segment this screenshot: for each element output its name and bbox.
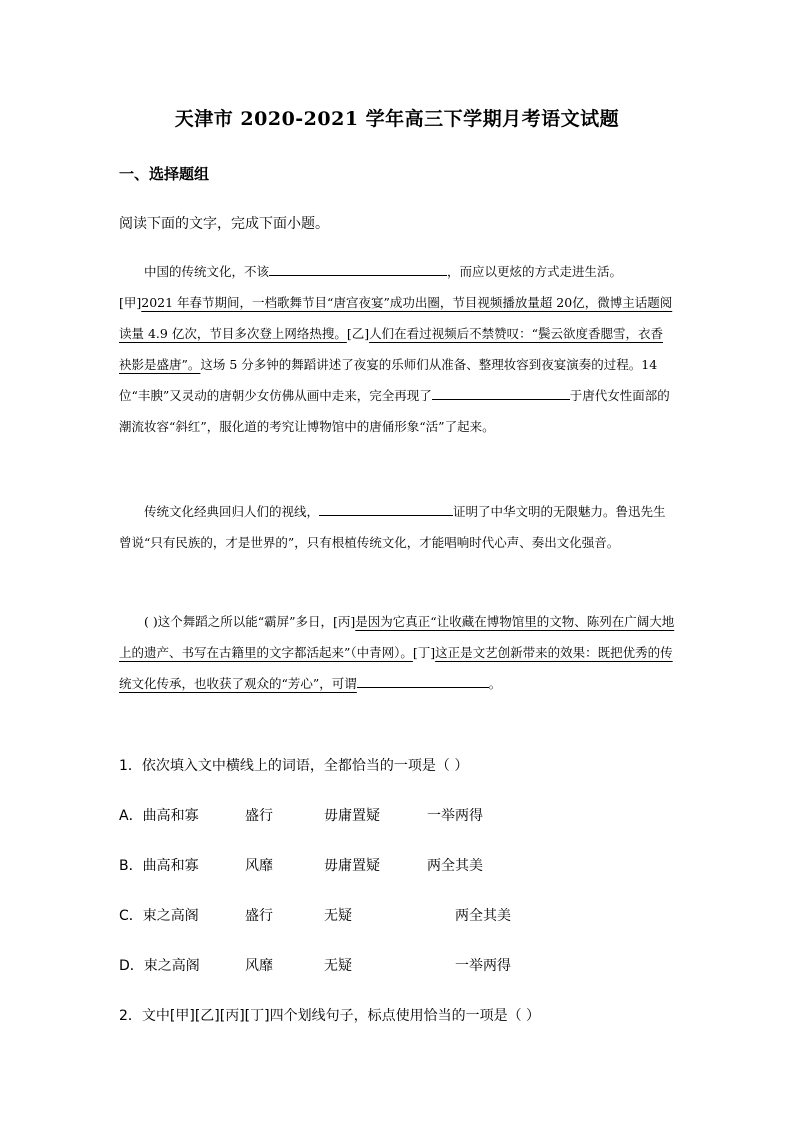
option-d-word-2: 风靡 (245, 958, 273, 974)
instruction-text: 阅读下面的文字，完成下面小题。 (119, 216, 329, 232)
option-a-word-2: 盛行 (245, 808, 273, 824)
passage-paragraph-1 (119, 256, 675, 442)
option-b-word-4: 两全其美 (427, 858, 483, 874)
option-b-word-2: 风靡 (245, 858, 273, 874)
para3-text-a: 这个舞蹈之所以能“霸屏”多日， (157, 614, 334, 629)
option-c-word-2: 盛行 (245, 908, 273, 924)
fill-blank-1[interactable] (269, 261, 447, 276)
option-b-label: B．曲高和寡 (119, 858, 199, 874)
passage-paragraph-3 (119, 606, 675, 699)
passage-paragraph-2 (119, 496, 675, 558)
question-2-stem: 2．文中[甲][乙][丙][丁]四个划线句子，标点使用恰当的一项是（ ） (119, 1008, 541, 1024)
sentence-bing: 是因为它真正“让收藏在博物馆里的文物、陈列在广阔大地上的遗产、书写在古籍里的文字都活起来”（中青网）。 (119, 614, 675, 660)
option-a-word-4: 一举两得 (427, 808, 483, 824)
question-1-stem: 1．依次填入文中横线上的词语，全都恰当的一项是（ ） (119, 758, 469, 774)
sentence-yi: 人们在看过视频后不禁赞叹：“鬓云欲度香腮雪，衣香袂影是盛唐”。 (119, 326, 663, 372)
option-d-word-4: 一举两得 (455, 958, 511, 974)
para1-text-a: 中国的传统文化，不该 (144, 264, 270, 279)
blank-paren: ( ) (144, 614, 158, 629)
section-heading: 一、选择题组 (119, 165, 210, 183)
option-c-label: C．束之高阁 (119, 908, 199, 924)
label-yi: [乙] (346, 326, 370, 341)
para1-text-b: ，而应以更炫的方式走进生活。[甲] (119, 264, 623, 310)
option-d-label: D．束之高阁 (119, 958, 200, 974)
fill-blank-3[interactable] (319, 501, 453, 516)
para2-text-a: 传统文化经典回归人们的视线， (144, 504, 320, 519)
page-title: 天津市 2020-2021 学年高三下学期月考语文试题 (174, 108, 620, 130)
para3-end: 。 (488, 676, 502, 691)
label-bing: [丙] (333, 614, 356, 629)
para1-text-c: 这场 5 分多钟的舞蹈讲述了夜宴的乐师们从准备、整理妆容到夜宴演奏的过程。14 位“丰腴”又灵动的唐朝少女仿佛从画中走来，完全再现了 (119, 357, 658, 403)
option-c-word-3: 无疑 (324, 908, 352, 924)
sentence-ding: 这正是文艺创新带来的效果：既把优秀的传统文化传承，也收获了观众的“芳心”，可谓 (119, 645, 673, 691)
option-a-label: A．曲高和寡 (119, 808, 199, 824)
option-b-word-3: 毋庸置疑 (324, 858, 380, 874)
option-d-word-3: 无疑 (324, 958, 352, 974)
sentence-jia: 2021 年春节期间，一档歌舞节目“唐宫夜宴”成功出圈，节目视频播放量超 20亿，微博主话题阅读量 4.9 亿次，节目多次登上网络热搜。 (119, 295, 673, 341)
label-ding: [丁] (412, 645, 436, 660)
fill-blank-4[interactable] (357, 673, 489, 688)
option-c-word-4: 两全其美 (455, 908, 511, 924)
para1-text-d: 于唐代女性面部的潮流妆容“斜红”，服化道的考究让博物馆中的唐俑形象“活”了起来。 (119, 388, 670, 434)
option-a-word-3: 毋庸置疑 (324, 808, 380, 824)
fill-blank-2[interactable] (432, 385, 570, 400)
para2-text-b: 证明了中华文明的无限魅力。鲁迅先生曾说“只有民族的，才是世界的”，只有根植传统文化，才能唱响时代心声、奏出文化强音。 (119, 504, 666, 550)
